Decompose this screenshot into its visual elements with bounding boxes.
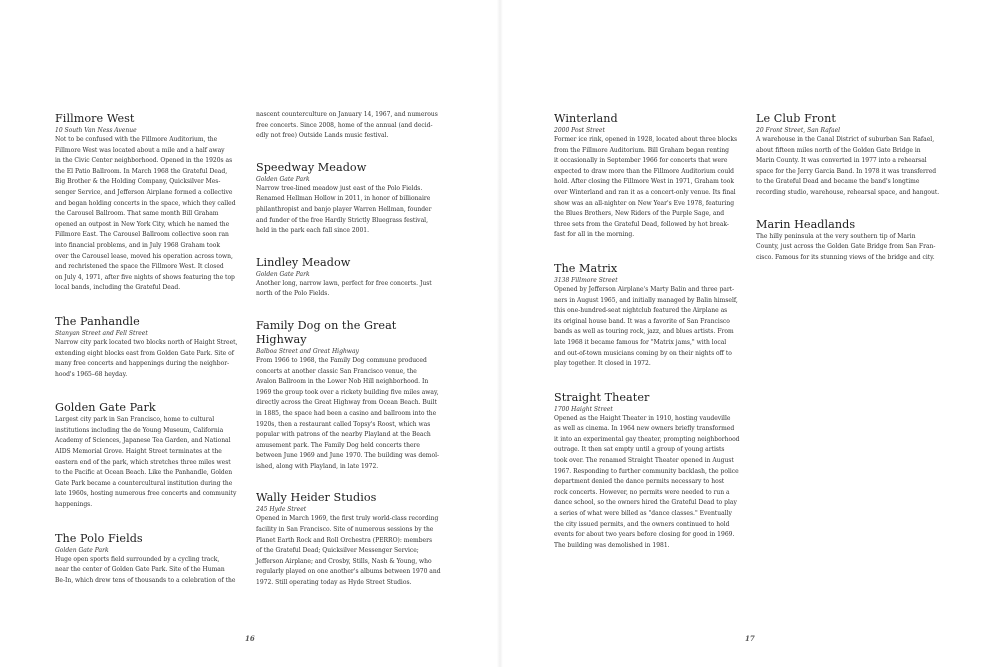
body-line: opened an outpost in New York City, which he named the	[55, 220, 230, 228]
body-line: regularly played on one another's albums between 1970 and	[256, 568, 441, 576]
body-line: Largest city park in San Francisco, home to cultural	[55, 416, 215, 424]
body-line: outrage. It then sat empty until a group of young artists	[554, 446, 725, 454]
body-line: near the center of Golden Gate Park. Site of the Human	[55, 566, 225, 574]
body-line: local bands, including the Grateful Dead.	[55, 284, 181, 292]
body-line: hold. After closing the Fillmore West in 1971, Graham took	[554, 178, 734, 186]
entry-body	[55, 555, 245, 587]
body-line: philanthropist and banjo player Warren Hellman, founder	[256, 205, 432, 213]
body-line: Marin County. It was converted in 1977 into a rehearsal	[756, 157, 927, 165]
body-line: the El Patio Ballroom. In March 1968 the Grateful Dead,	[55, 167, 228, 175]
body-line: north of the Polo Fields.	[256, 290, 330, 298]
body-line: ners in August 1965, and initially managed by Balin himself,	[554, 296, 738, 304]
body-line: 1972. Still operating today as Hyde Street Studios.	[256, 579, 412, 587]
body-line: ished, along with Playland, in late 1972.	[256, 462, 379, 470]
body-line: Planet Earth Rock and Roll Orchestra (PERRO): members	[256, 536, 433, 544]
body-line: and out-of-town musicians coming by on their nights off to	[554, 349, 732, 357]
body-line: Another long, narrow lawn, perfect for free concerts. Just	[256, 279, 432, 287]
body-line: from the Fillmore Auditorium. Bill Graham began renting	[554, 146, 729, 154]
entry-title: The Polo Fields	[55, 531, 143, 545]
body-line: over Winterland and ran it as a concert-only venue. Its final	[554, 188, 736, 196]
body-line: Narrow city park located two blocks north of Haight Street,	[55, 338, 238, 346]
entry-marin-headlands	[756, 218, 946, 264]
body-line: on July 4, 1971, after five nights of shows featuring the top	[55, 273, 235, 281]
body-line: this one-hundred-seat nightclub featured the Airplane as	[554, 307, 728, 315]
body-line: cisco. Famous for its stunning views of the bridge and city.	[756, 253, 935, 261]
entry-body	[554, 414, 746, 552]
body-line: Narrow tree-lined meadow just east of the Polo Fields.	[256, 184, 423, 192]
body-line: eastern end of the park, which stretches three miles west	[55, 458, 231, 466]
body-line: The building was demolished in 1981.	[554, 541, 670, 549]
body-line: the Blues Brothers, New Riders of the Purple Sage, and	[554, 210, 725, 218]
entry-address: 20 Front Street, San Rafael	[756, 127, 841, 134]
body-line: Former ice rink, opened in 1928, located about three blocks	[554, 136, 738, 143]
right-column-2	[756, 112, 946, 263]
body-line: play together. It closed in 1972.	[554, 360, 651, 368]
body-line: three sets from the Grateful Dead, followed by hot break-	[554, 220, 729, 228]
entry-body	[55, 135, 245, 294]
entry-title: Marin Headlands	[756, 217, 856, 231]
body-line: Renamed Hellman Hollow in 2011, in honor of billionaire	[256, 195, 431, 203]
entry-address: 2000 Post Street	[554, 127, 605, 134]
body-line: late 1968 it became famous for "Matrix jams," with local	[554, 338, 727, 346]
entry-speedway-meadow	[256, 161, 446, 237]
entry-title: Straight Theater	[554, 390, 650, 404]
entry-title: Speedway Meadow	[256, 160, 367, 174]
body-line: and began holding concerts in the space, which they called	[55, 199, 236, 207]
entry-title: Wally Heider Studios	[256, 491, 377, 505]
entry-address: 10 South Van Ness Avenue	[55, 127, 137, 134]
body-line: held in the park each fall since 2001.	[256, 227, 369, 235]
body-line: Academy of Sciences, Japanese Tea Garden, and National	[55, 437, 231, 445]
body-line: rock concerts. However, no permits were needed to run a	[554, 488, 730, 496]
entry-wally-heider-studios	[256, 491, 446, 588]
body-line: Opened as the Haight Theater in 1910, hosting vaudeville	[554, 414, 731, 422]
entry-body	[256, 110, 446, 142]
entry-family-dog	[256, 319, 446, 473]
entry-title: Fillmore West	[55, 112, 135, 125]
body-line: and rechristened the space the Fillmore West. It closed	[55, 263, 224, 271]
entry-address: Golden Gate Park	[256, 270, 310, 278]
entry-polo-fields-continued	[256, 110, 446, 142]
body-line: The hilly peninsula at the very southern tip of Marin	[756, 232, 916, 240]
body-line: many free concerts and happenings during the neighbor-	[55, 360, 230, 368]
entry-lindley-meadow	[256, 256, 446, 300]
entry-title: Golden Gate Park	[55, 401, 156, 415]
body-line: Gate Park became a countercultural institution during the	[55, 479, 233, 487]
body-line: nascent counterculture on January 14, 1967, and numerous	[256, 111, 438, 118]
body-line: directly across the Great Highway from Ocean Beach. Built	[256, 399, 437, 407]
entry-address: 3138 Fillmore Street	[554, 276, 618, 284]
right-column-1	[554, 112, 746, 551]
body-line: to the Pacific at Ocean Beach. Like the Panhandle, Golden	[55, 469, 233, 477]
body-line: Fillmore West was located about a mile and a half away	[55, 146, 225, 154]
left-column-2	[256, 112, 446, 589]
body-line: took over. The renamed Straight Theater opened in August	[554, 457, 734, 465]
entry-address: Golden Gate Park	[55, 546, 109, 554]
entry-body	[55, 415, 245, 510]
entry-body	[756, 232, 946, 264]
body-line: of the Grateful Dead; Quicksilver Messenger Service;	[256, 547, 419, 555]
entry-address: Stanyan Street and Fell Street	[55, 329, 148, 337]
body-line: bands as well as touring rock, jazz, and blues artists. From	[554, 328, 734, 336]
entry-body	[756, 135, 946, 199]
body-line: 1969 the group took over a rickety building five miles away,	[256, 388, 439, 396]
entry-the-polo-fields	[55, 532, 245, 587]
entry-body	[554, 135, 746, 241]
entry-title: Lindley Meadow	[256, 255, 351, 269]
entry-golden-gate-park	[55, 401, 245, 510]
body-line: it occasionally in September 1966 for concerts that were	[554, 157, 728, 165]
entry-body	[256, 514, 446, 588]
body-line: it into an experimental gay theater, prompting neighborhood	[554, 435, 740, 443]
body-line: A warehouse in the Canal District of suburban San Rafael,	[756, 136, 935, 143]
body-line: edly not free) Outside Lands music festival.	[256, 132, 389, 140]
body-line: and funder of the free Hardly Strictly Bluegrass festival,	[256, 216, 428, 224]
body-line: Huge open sports field surrounded by a cycling track,	[55, 555, 220, 563]
left-column-1	[55, 112, 245, 586]
body-line: Big Brother & the Holding Company, Quicksilver Mes-	[55, 178, 221, 186]
body-line: concerts at another classic San Francisco venue, the	[256, 367, 417, 375]
body-line: 1967. Responding to further community backlash, the police	[554, 467, 739, 475]
body-line: fast for all in the morning.	[554, 231, 635, 239]
entry-body	[256, 279, 446, 300]
body-line: County, just across the Golden Gate Bridge from San Fran-	[756, 243, 936, 251]
body-line: a series of what were billed as "dance classes." Eventually	[554, 510, 732, 518]
body-line: department denied the dance permits necessary to host	[554, 478, 725, 486]
body-line: events for about two years before closing for good in 1969.	[554, 531, 735, 539]
body-line: late 1960s, hosting numerous free concerts and community	[55, 490, 237, 498]
entry-body	[55, 338, 245, 380]
entry-body	[554, 285, 746, 370]
entry-winterland	[554, 112, 746, 241]
entry-the-panhandle	[55, 315, 245, 380]
entry-le-club-front	[756, 112, 946, 199]
body-line: institutions including the de Young Museum, California	[55, 426, 224, 434]
body-line: popular with patrons of the nearby Playland at the Beach	[256, 431, 431, 439]
entry-the-matrix	[554, 262, 746, 370]
body-line: in the Civic Center neighborhood. Opened in the 1920s as	[55, 157, 233, 165]
body-line: free concerts. Since 2008, home of the annual (and decid-	[256, 121, 433, 129]
body-line: Opened by Jefferson Airplane's Marty Balin and three part-	[554, 285, 735, 293]
body-line: Not to be confused with the Fillmore Auditorium, the	[55, 136, 218, 143]
body-line: its original house band. It was a favorite of San Francisco	[554, 317, 730, 325]
body-line: Opened in March 1969, the first truly world-class recording	[256, 515, 439, 523]
entry-title: The Panhandle	[55, 314, 140, 328]
body-line: extending eight blocks east from Golden Gate Park. Site of	[55, 349, 234, 357]
body-line: show was an all-nighter on New Year's Eve 1978, featuring	[554, 199, 735, 207]
page-number-left: 16	[245, 634, 255, 643]
body-line: From 1966 to 1968, the Family Dog commune produced	[256, 356, 427, 364]
body-line: into financial problems, and in July 1968 Graham took	[55, 241, 221, 249]
body-line: facility in San Francisco. Site of numerous sessions by the	[256, 526, 434, 534]
entry-title: Family Dog on the Great Highway	[256, 318, 397, 346]
body-line: senger Service, and Jefferson Airplane formed a collective	[55, 188, 233, 196]
body-line: the city issued permits, and the owners continued to hold	[554, 520, 730, 528]
body-line: recording studio, warehouse, rehearsal space, and hangout.	[756, 188, 940, 196]
entry-title: Winterland	[554, 112, 618, 125]
body-line: amusement park. The Family Dog held concerts there	[256, 441, 420, 449]
body-line: as well as cinema. In 1964 new owners briefly transformed	[554, 425, 735, 433]
entry-straight-theater	[554, 391, 746, 552]
right-page	[500, 0, 1000, 667]
entry-address: 245 Hyde Street	[256, 506, 307, 514]
entry-fillmore-west	[55, 112, 245, 294]
body-line: expected to draw more than the Fillmore Auditorium could	[554, 167, 735, 175]
entry-body	[256, 356, 446, 473]
body-line: between June 1969 and June 1970. The building was demol-	[256, 452, 440, 460]
body-line: Avalon Ballroom in the Lower Nob Hill neighborhood. In	[256, 378, 429, 386]
body-line: over the Carousel lease, moved his operation across town,	[55, 252, 233, 260]
body-line: hood's 1965–68 heyday.	[55, 370, 128, 378]
entry-address: 1700 Haight Street	[554, 405, 613, 413]
entry-title: Le Club Front	[756, 112, 836, 125]
body-line: the Carousel Ballroom. That same month Bill Graham	[55, 210, 219, 218]
body-line: Fillmore East. The Carousel Ballroom collective soon ran	[55, 231, 229, 239]
body-line: Be-In, which drew tens of thousands to a celebration of the	[55, 576, 236, 584]
body-line: dance school, so the owners hired the Grateful Dead to play	[554, 499, 737, 507]
body-line: happenings.	[55, 501, 93, 509]
body-line: Jefferson Airplane; and Crosby, Stills, Nash & Young, who	[256, 557, 432, 565]
page-number-right: 17	[745, 634, 755, 643]
body-line: to the Grateful Dead and became the band's longtime	[756, 178, 920, 186]
body-line: in 1885, the space had been a casino and ballroom into the	[256, 409, 437, 417]
entry-address: Golden Gate Park	[256, 175, 310, 183]
entry-title: The Matrix	[554, 261, 618, 275]
body-line: about fifteen miles north of the Golden Gate Bridge in	[756, 146, 921, 154]
body-line: 1920s, then a restaurant called Topsy's Roost, which was	[256, 420, 431, 428]
entry-address: Balboa Street and Great Highway	[256, 347, 359, 355]
entry-body	[256, 184, 446, 237]
body-line: AIDS Memorial Grove. Haight Street terminates at the	[55, 448, 222, 456]
body-line: space for the Jerry Garcia Band. In 1978 it was transferred	[756, 167, 937, 175]
